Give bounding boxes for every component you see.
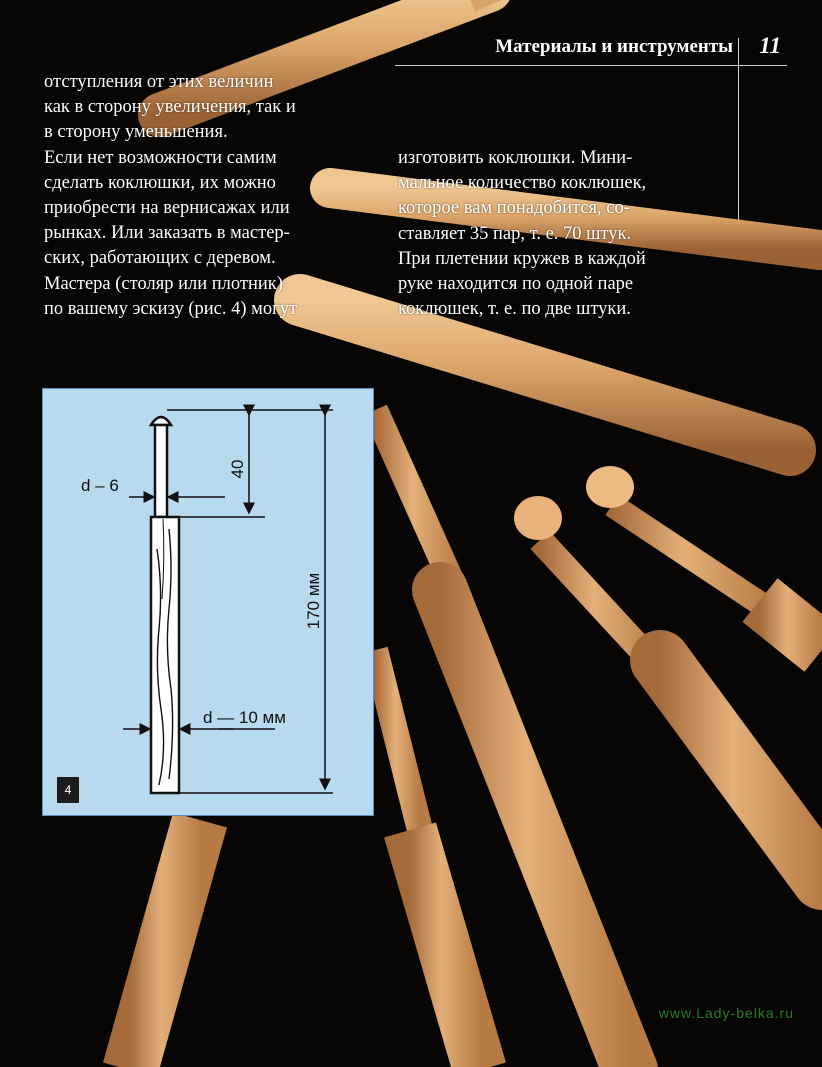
text-line: мальное количество коклюшек,: [398, 173, 647, 194]
text-line: как в сторону увеличения, так и: [44, 97, 296, 118]
text-column-right: [398, 146, 646, 322]
text-line: изготовить коклюшки. Мини-: [398, 148, 633, 168]
dim-total-length: 170 мм: [304, 572, 323, 630]
text-line: отступления от этих величин: [44, 72, 274, 92]
figure-number-badge: 4: [57, 777, 79, 803]
text-line: которое вам понадобится, со-: [398, 198, 630, 219]
text-line: руке находится по одной паре: [398, 274, 634, 295]
text-line: Если нет возможности самим: [44, 147, 277, 168]
header-rule: [395, 65, 787, 66]
text-line: При плетении кружев в каждой: [398, 248, 646, 269]
dim-body-diameter: d — 10 мм: [203, 708, 286, 727]
running-header: [395, 33, 795, 66]
dim-head-length: 40: [228, 459, 247, 479]
text-line: приобрести на вернисажах или: [44, 198, 290, 219]
text-line: по вашему эскизу (рис. 4) могут: [44, 298, 298, 319]
text-line: Мастера (столяр или плотник): [44, 273, 283, 294]
header-divider: [738, 38, 739, 220]
section-title: Материалы и инструменты: [495, 36, 733, 57]
text-line: ставляет 35 пар, т. е. 70 штук.: [398, 223, 632, 244]
text-line: ских, работающих с деревом.: [44, 248, 276, 269]
text-line: в сторону уменьшения.: [44, 122, 228, 143]
text-line: сделать коклюшки, их можно: [44, 172, 276, 193]
text-column-left: [44, 70, 297, 322]
bobbin-diagram: [42, 388, 374, 816]
text-line: коклюшек, т. е. по две штуки.: [398, 299, 631, 320]
dim-head-diameter: d – 6: [81, 476, 119, 495]
page-number: 11: [759, 33, 781, 58]
text-line: рынках. Или заказать в мастер-: [44, 223, 290, 244]
watermark: www.Lady-belka.ru: [658, 1005, 794, 1021]
